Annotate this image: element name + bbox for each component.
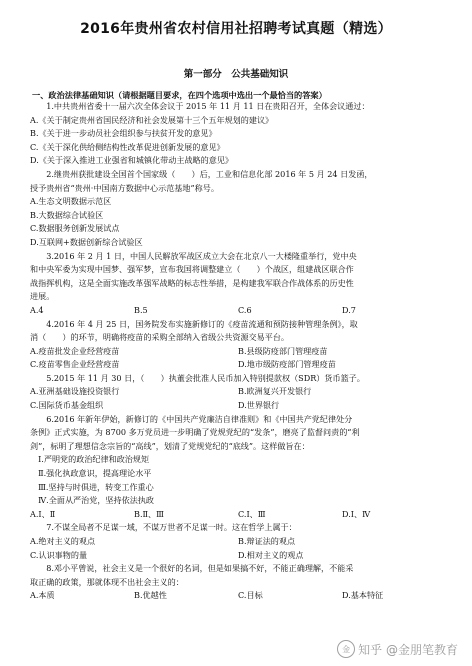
option-b: B.Ⅱ、Ⅲ	[134, 508, 164, 519]
option-d: D.互联网+数据创新综合试验区	[30, 236, 143, 247]
option-c: C.目标	[238, 590, 263, 601]
document-title: 2016年贵州省农村信用社招聘考试真题（精选）	[80, 21, 392, 37]
watermark	[334, 640, 458, 658]
option-c: C.疫苗零售企业经营疫苗	[30, 359, 120, 370]
option-b: B.5	[134, 304, 148, 315]
question-6	[30, 413, 446, 522]
question-stem: 7.不谋全局者不足谋一域，不谋万世者不足谋一时。这在哲学上属于：	[46, 522, 297, 533]
question-stem-cont: 剑”，标明了理想信念宗旨的“高线”，划清了党规党纪的“底线”。这样做旨在：	[30, 440, 310, 451]
question-stem-cont: 授予贵州省“贵州·中国南方数据中心示范基地”称号。	[30, 182, 219, 193]
option-d: D.7	[342, 304, 356, 315]
option-a: A.4	[30, 304, 44, 315]
statement-3: Ⅲ.坚持与时俱进，转变工作重心	[38, 481, 154, 492]
question-stem: 8.邓小平曾说，社会主义是一个很好的名词，但是如果搞不好，不能正确理解，不能采	[46, 563, 354, 574]
options-row	[30, 589, 446, 603]
part-title: 第一部分 公共基础知识	[183, 69, 289, 80]
question-3	[30, 250, 446, 318]
option-a: A.绝对主义的观点	[30, 536, 96, 546]
statement-2: Ⅱ.强化执政意识，提高理论水平	[38, 468, 152, 479]
options-row	[30, 549, 446, 563]
options-row	[30, 535, 446, 549]
option-a: A.Ⅰ、Ⅱ	[30, 508, 56, 519]
option-c: C.Ⅰ、Ⅲ	[238, 508, 266, 519]
options-row	[30, 358, 446, 372]
question-stem-cont: 战指挥机构，这是全面实施改革强军战略的标志性举措，是构建我军联合作战体系的历史性	[30, 277, 354, 288]
options-row	[30, 385, 446, 399]
question-stem-cont: 消（ ）的环节，明确将疫苗的采购全部纳入省级公共资源交易平台。	[30, 332, 290, 343]
question-5	[30, 372, 446, 413]
question-stem: 6.2016 年新年伊始，新修订的《中国共产党廉洁自律准则》和《中国共产党纪律处分	[46, 413, 353, 424]
option-a: A.《关于制定贵州省国民经济和社会发展第十三个五年规划的建议》	[30, 114, 274, 125]
question-stem-cont: 和中央军委为实现中国梦、强军梦，宣布我国将调整建立（ ）个战区，组建战区联合作	[30, 264, 354, 275]
option-b: B.辩证法的观点	[238, 536, 296, 546]
option-c: C.《关于深化供给侧结构性改革促进创新发展的意见》	[30, 141, 225, 152]
option-d: D.Ⅰ、Ⅳ	[342, 508, 371, 519]
option-b: B.县级防疫部门管理疫苗	[238, 345, 328, 356]
option-d: D.相对主义的观点	[238, 549, 304, 560]
brand-logo-icon: 金	[337, 640, 355, 658]
question-stem: 1.中共贵州省委十一届六次全体会议于 2015 年 11 月 11 日在贵阳召开，全体会议通过：	[46, 101, 370, 111]
question-4	[30, 318, 446, 372]
option-c: C.数据服务创新发展试点	[30, 223, 120, 234]
option-d: D.世界银行	[238, 400, 280, 411]
option-b: B.《关于进一步动员社会组织参与扶贫开发的意见》	[30, 128, 217, 139]
question-stem-cont: 进展。	[30, 291, 55, 302]
option-a: A.本质	[30, 590, 55, 601]
option-c: C.6	[238, 304, 252, 315]
question-stem-cont: 取正确的政策，那就体现不出社会主义的：	[30, 576, 184, 587]
option-d: D.地市级防疫部门管理疫苗	[238, 359, 336, 370]
section-heading: 一、政治法律基础知识（请根据题目要求，在四个选项中选出一个最恰当的答案）	[32, 90, 327, 100]
options-row	[30, 345, 446, 359]
option-a: A.亚洲基础设施投资银行	[30, 386, 120, 397]
question-stem: 2.继贵州获批建设全国首个国家级（ ）后，工业和信息化部 2016 年 5 月 24 日发函，	[46, 168, 373, 179]
option-d: D.基本特征	[342, 590, 384, 601]
question-2	[30, 168, 446, 250]
option-a: A.疫苗批发企业经营疫苗	[30, 345, 120, 356]
watermark-text: 知乎 @金朋笔教育	[358, 642, 458, 657]
statement-4: Ⅳ.全面从严治党，坚持依法执政	[38, 495, 154, 506]
question-stem: 4.2016 年 4 月 25 日，国务院发布实施新修订的《疫苗流通和预防接种管理条例》，取	[46, 318, 358, 329]
option-c: C.国际货币基金组织	[30, 400, 104, 411]
options-row	[30, 399, 446, 413]
statement-1: Ⅰ.严明党的政治纪律和政治规矩	[38, 454, 150, 465]
question-8	[30, 562, 446, 603]
option-b: B.优越性	[134, 590, 167, 601]
question-7	[30, 521, 446, 562]
options-row	[30, 304, 446, 318]
questions-body	[30, 100, 446, 603]
question-1	[30, 100, 446, 168]
option-c: C.认识事物的量	[30, 549, 88, 560]
option-b: B.欧洲复兴开发银行	[238, 386, 312, 397]
option-d: D.《关于深入推进工业强省和城镇化带动主战略的意见》	[30, 155, 234, 166]
option-a: A.生态文明数据示范区	[30, 196, 112, 207]
question-stem: 3.2016 年 2 月 1 日，中国人民解放军战区成立大会在北京八一大楼隆重举行，党中央	[46, 250, 357, 261]
question-stem-cont: 条例》正式实施，为 8700 多万党员进一步明确了党规党纪的“发条”，磨亮了监督问责的“利	[30, 427, 360, 438]
options-row	[30, 508, 446, 522]
question-stem: 5.2015 年 11 月 30 日，（ ）执董会批准人民币加入特别提款权（SDR）货币篮子。	[46, 372, 365, 383]
option-b: B.大数据综合试验区	[30, 209, 104, 220]
